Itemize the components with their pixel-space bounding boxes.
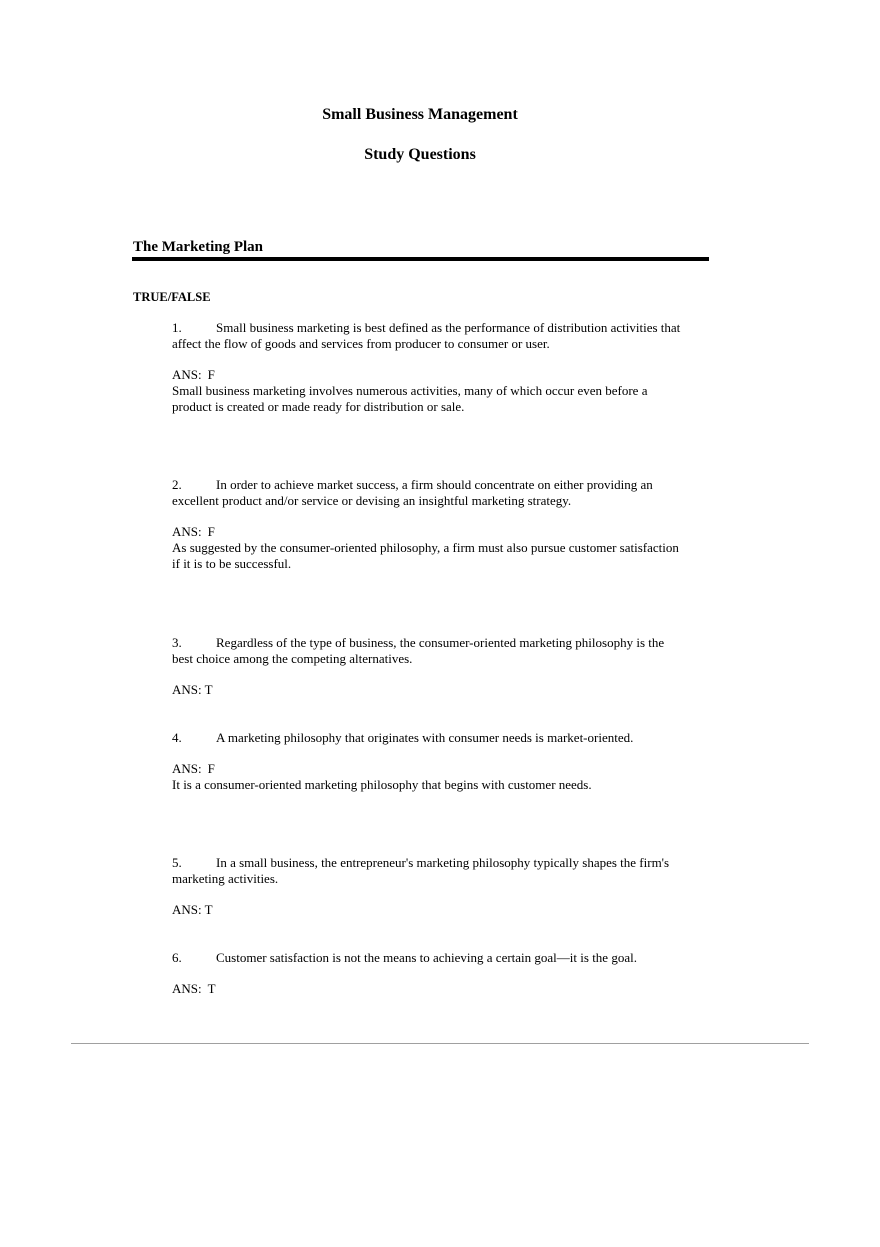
question-text-line: affect the flow of goods and services from producer to consumer or user. bbox=[172, 336, 550, 351]
answer-explanation: As suggested by the consumer-oriented philosophy, a firm must also pursue customer satisfaction bbox=[172, 540, 679, 555]
answer-label: ANS: bbox=[172, 761, 202, 776]
answer-value: T bbox=[207, 981, 216, 996]
question-3 bbox=[172, 635, 712, 698]
document-subtitle: Study Questions bbox=[364, 146, 476, 163]
question-number: 1. bbox=[172, 320, 182, 335]
question-text bbox=[172, 855, 712, 871]
section-heading: The Marketing Plan bbox=[133, 239, 263, 255]
question-text-line: best choice among the competing alternatives. bbox=[172, 651, 413, 666]
question-number: 6. bbox=[172, 950, 182, 965]
question-1 bbox=[172, 320, 712, 415]
answer-line bbox=[172, 902, 712, 918]
answer-line bbox=[172, 682, 712, 698]
question-text-line: excellent product and/or service or devising an insightful marketing strategy. bbox=[172, 493, 572, 508]
answer-label: ANS: bbox=[172, 902, 202, 917]
answer-explanation: It is a consumer-oriented marketing philosophy that begins with customer needs. bbox=[172, 777, 592, 792]
question-4 bbox=[172, 730, 712, 793]
answer-label: ANS: bbox=[172, 682, 202, 697]
question-2 bbox=[172, 477, 712, 572]
answer-value: T bbox=[204, 682, 213, 697]
page-divider bbox=[71, 1043, 809, 1044]
question-number: 2. bbox=[172, 477, 182, 492]
question-text-line: Customer satisfaction is not the means to achieving a certain goal—it is the goal. bbox=[216, 950, 637, 965]
answer-explanation: product is created or made ready for distribution or sale. bbox=[172, 399, 465, 414]
question-text bbox=[172, 635, 712, 651]
question-number: 3. bbox=[172, 635, 182, 650]
answer-value: F bbox=[207, 367, 215, 382]
answer-line bbox=[172, 761, 712, 777]
answer-label: ANS: bbox=[172, 981, 202, 996]
question-6 bbox=[172, 950, 712, 997]
question-text-line: In order to achieve market success, a firm should concentrate on either providing an bbox=[216, 477, 653, 492]
answer-value: T bbox=[204, 902, 213, 917]
answer-explanation: Small business marketing involves numerous activities, many of which occur even before a bbox=[172, 383, 648, 398]
question-text bbox=[172, 320, 712, 336]
question-text-line: In a small business, the entrepreneur's marketing philosophy typically shapes the firm's bbox=[216, 855, 670, 870]
subsection-heading: TRUE/FALSE bbox=[133, 290, 211, 304]
question-5 bbox=[172, 855, 712, 918]
answer-value: F bbox=[207, 761, 215, 776]
document-title: Small Business Management bbox=[322, 106, 518, 123]
answer-explanation: if it is to be successful. bbox=[172, 556, 292, 571]
question-text bbox=[172, 950, 712, 966]
answer-line bbox=[172, 981, 712, 997]
question-text-line: Small business marketing is best defined as the performance of distribution activities that bbox=[216, 320, 681, 335]
question-number: 5. bbox=[172, 855, 182, 870]
question-text-line: A marketing philosophy that originates with consumer needs is market-oriented. bbox=[216, 730, 634, 745]
question-text-line: marketing activities. bbox=[172, 871, 279, 886]
section-divider bbox=[132, 257, 709, 261]
answer-label: ANS: bbox=[172, 524, 202, 539]
question-text bbox=[172, 730, 712, 746]
answer-line bbox=[172, 524, 712, 540]
answer-label: ANS: bbox=[172, 367, 202, 382]
answer-value: F bbox=[207, 524, 215, 539]
answer-line bbox=[172, 367, 712, 383]
question-text bbox=[172, 477, 712, 493]
question-text-line: Regardless of the type of business, the consumer-oriented marketing philosophy is the bbox=[216, 635, 665, 650]
question-number: 4. bbox=[172, 730, 182, 745]
